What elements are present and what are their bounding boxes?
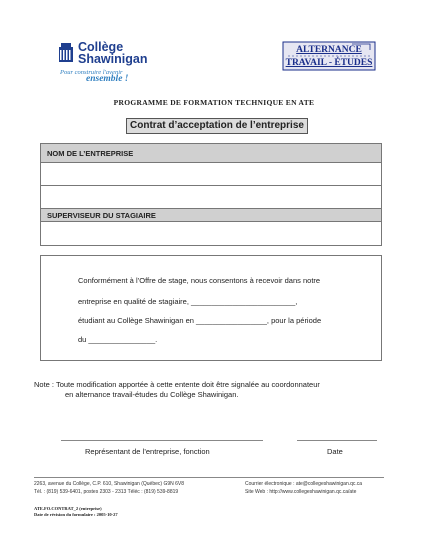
program-title: PROGRAMME DE FORMATION TECHNIQUE EN ATE xyxy=(113,98,315,107)
company-name-header: NOM DE L’ENTREPRISE xyxy=(41,144,381,163)
supervisor-field[interactable] xyxy=(41,222,381,245)
college-logo-icon xyxy=(58,42,74,62)
note-line-1: Note : Toute modification apportée à cette entente doit être signalée au coordonnateur xyxy=(34,380,320,389)
footer-email: Courrier électronique : ate@collegeshawinigan.qc.ca xyxy=(245,481,363,487)
note-line-2: en alternance travail-études du Collège Shawinigan. xyxy=(65,390,239,399)
footer-address: 2263, avenue du Collège, C.P. 610, Shawinigan (Québec) G9N 6V8 xyxy=(34,481,185,487)
company-name-field-1[interactable] xyxy=(41,163,381,186)
agreement-box xyxy=(40,255,382,361)
footer-divider xyxy=(34,477,384,478)
form-code xyxy=(34,506,118,517)
footer-web: Site Web : http://www.collegeshawinigan.qc.ca/ate xyxy=(245,489,357,495)
supervisor-header: SUPERVISEUR DU STAGIAIRE xyxy=(41,209,381,222)
form-revision-date: Date de révision du formulaire : 2005-10-27 xyxy=(34,511,118,517)
date-label: Date xyxy=(327,447,343,456)
college-tagline: Pour construire l'avenir xyxy=(60,69,123,76)
modification-note xyxy=(34,380,320,400)
representative-signature-line[interactable] xyxy=(61,440,263,441)
form-code-line-1: ATE.FO.CONTRAT_2 (entreprise) xyxy=(34,506,102,511)
form-title: Contrat d’acceptation de l’entreprise xyxy=(126,118,308,134)
agreement-line-2: entreprise en qualité de stagiaire, _________________________, xyxy=(78,297,298,306)
college-name: Collège Shawinigan xyxy=(78,40,148,66)
date-signature-line[interactable] xyxy=(297,440,377,441)
agreement-line-4: du ________________. xyxy=(78,335,158,344)
ate-logo-line1: ALTERNANCE xyxy=(296,45,362,55)
company-name-field-2[interactable] xyxy=(41,186,381,209)
agreement-line-1: Conformément à l’Offre de stage, nous consentons à recevoir dans notre xyxy=(78,276,321,285)
college-tagline-emphasis: ensemble ! xyxy=(86,74,129,84)
representative-label: Représentant de l’entreprise, fonction xyxy=(85,447,210,456)
footer-phone: Tél. : (819) 539-6401, postes 2303 - 2313 Téléc : (819) 539-8819 xyxy=(34,489,179,495)
ate-logo-line2: TRAVAIL - ÉTUDES xyxy=(285,58,373,68)
agreement-line-3: étudiant au Collège Shawinigan en _________________, pour la période xyxy=(78,316,322,325)
ate-logo xyxy=(282,40,376,72)
company-info-table xyxy=(40,143,382,246)
